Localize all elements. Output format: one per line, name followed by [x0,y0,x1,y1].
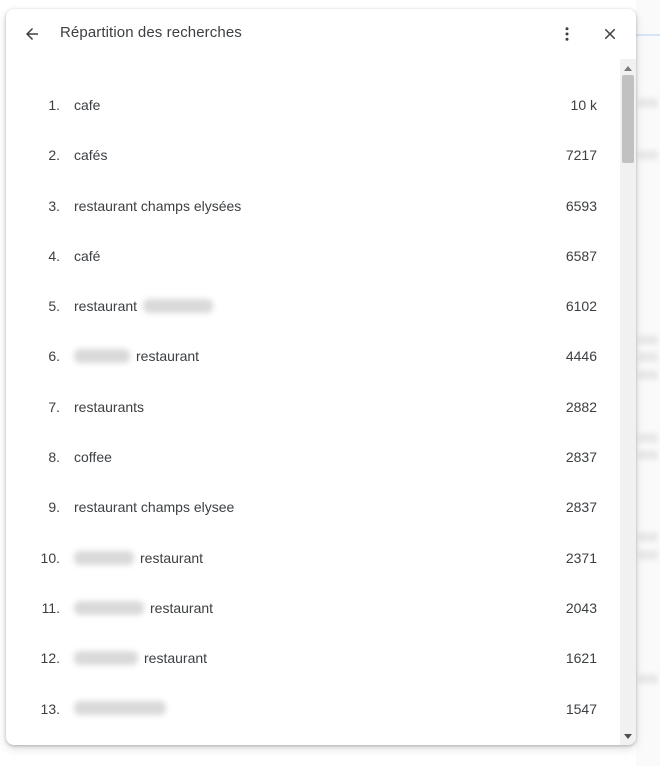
search-term-text: restaurants [74,398,145,415]
background-blurred-text [638,335,658,345]
search-term-text: restaurant [136,348,200,365]
scroll-down-button[interactable] [620,729,636,743]
background-blurred-text [638,674,658,684]
background-blurred-text [638,450,658,460]
search-term-text: restaurant [144,650,208,667]
redacted-text [74,349,130,363]
search-count: 2837 [565,449,597,466]
redacted-text [74,701,166,715]
search-breakdown-dialog [6,9,636,745]
search-term [74,650,207,666]
search-count: 1621 [565,650,597,667]
scroll-up-arrow-icon [624,66,632,71]
search-term-row[interactable] [6,481,620,531]
search-count: 6102 [565,298,597,315]
background-blurred-text [638,433,658,443]
search-term-row[interactable] [6,381,620,431]
rank-number: 3. [48,197,60,214]
rank-number: 12. [40,650,60,667]
search-term-row[interactable] [6,230,620,280]
rank-number: 4. [48,247,60,264]
search-term [74,147,107,163]
search-term-row[interactable] [6,431,620,481]
search-term-text: restaurant [150,599,214,616]
search-term [74,198,241,214]
rank-number: 6. [48,348,60,365]
rank-number: 8. [48,449,60,466]
search-term-text: cafés [74,147,108,164]
search-term [74,449,112,465]
close-icon [601,25,619,43]
search-term-row[interactable] [6,129,620,179]
search-count: 10 k [570,97,597,113]
search-count: 6593 [565,197,597,214]
search-term-text: restaurant champs elysee [74,499,235,516]
search-terms-list [6,79,620,733]
background-blurred-text [638,150,658,160]
scroll-up-button[interactable] [620,61,636,75]
search-term-row[interactable] [6,280,620,330]
background-blurred-text [638,532,658,542]
search-term [74,248,100,264]
rank-number: 11. [41,599,60,616]
search-term-text: cafe [74,97,101,113]
vertical-scrollbar[interactable] [620,59,636,745]
search-term-row[interactable] [6,180,620,230]
search-term [74,399,144,415]
search-term-text: restaurant [140,549,204,566]
search-term [74,348,199,364]
background-page-edge [636,0,660,766]
background-blurred-text [638,352,658,362]
search-term-row[interactable] [6,532,620,582]
dialog-title: Répartition des recherches [60,24,242,41]
more-vert-icon [558,25,576,43]
search-count: 6587 [565,247,597,264]
more-options-button[interactable] [555,21,579,47]
background-blurred-text [638,98,658,108]
redacted-text [74,601,144,615]
search-term [74,550,203,566]
search-term-row[interactable] [6,79,620,129]
rank-number: 7. [48,398,60,415]
rank-number: 2. [48,147,60,164]
search-term-text: café [74,247,101,264]
search-term-text: restaurant [74,298,138,315]
dialog-header [6,9,636,59]
scroll-down-arrow-icon [624,734,632,739]
back-button[interactable] [18,21,46,47]
search-term-text: restaurant champs elysées [74,197,242,214]
search-term [74,298,213,314]
search-term [74,97,100,113]
search-count: 4446 [565,348,597,365]
search-term-row[interactable] [6,330,620,380]
search-term-row[interactable] [6,683,620,733]
search-count: 2371 [565,549,597,566]
background-blurred-text [638,370,658,380]
rank-number: 13. [40,700,60,717]
search-count: 1547 [565,700,597,717]
search-count: 7217 [565,147,597,164]
search-term [74,499,234,515]
rank-number: 5. [48,298,60,315]
close-button[interactable] [597,21,623,47]
redacted-text [74,651,138,665]
arrow-back-icon [23,25,41,43]
search-term [74,600,213,616]
search-term [74,701,166,715]
search-count: 2837 [565,499,597,516]
scrollbar-thumb[interactable] [622,75,634,163]
background-tab-underline [636,34,660,36]
redacted-text [143,299,213,313]
search-term-text: coffee [74,449,112,466]
rank-number: 9. [48,499,60,516]
rank-number: 10. [40,549,60,566]
search-term-row[interactable] [6,582,620,632]
redacted-text [74,551,134,565]
search-term-row[interactable] [6,632,620,682]
search-count: 2882 [565,398,597,415]
rank-number: 1. [48,97,60,113]
background-blurred-text [638,550,658,560]
search-count: 2043 [565,599,597,616]
